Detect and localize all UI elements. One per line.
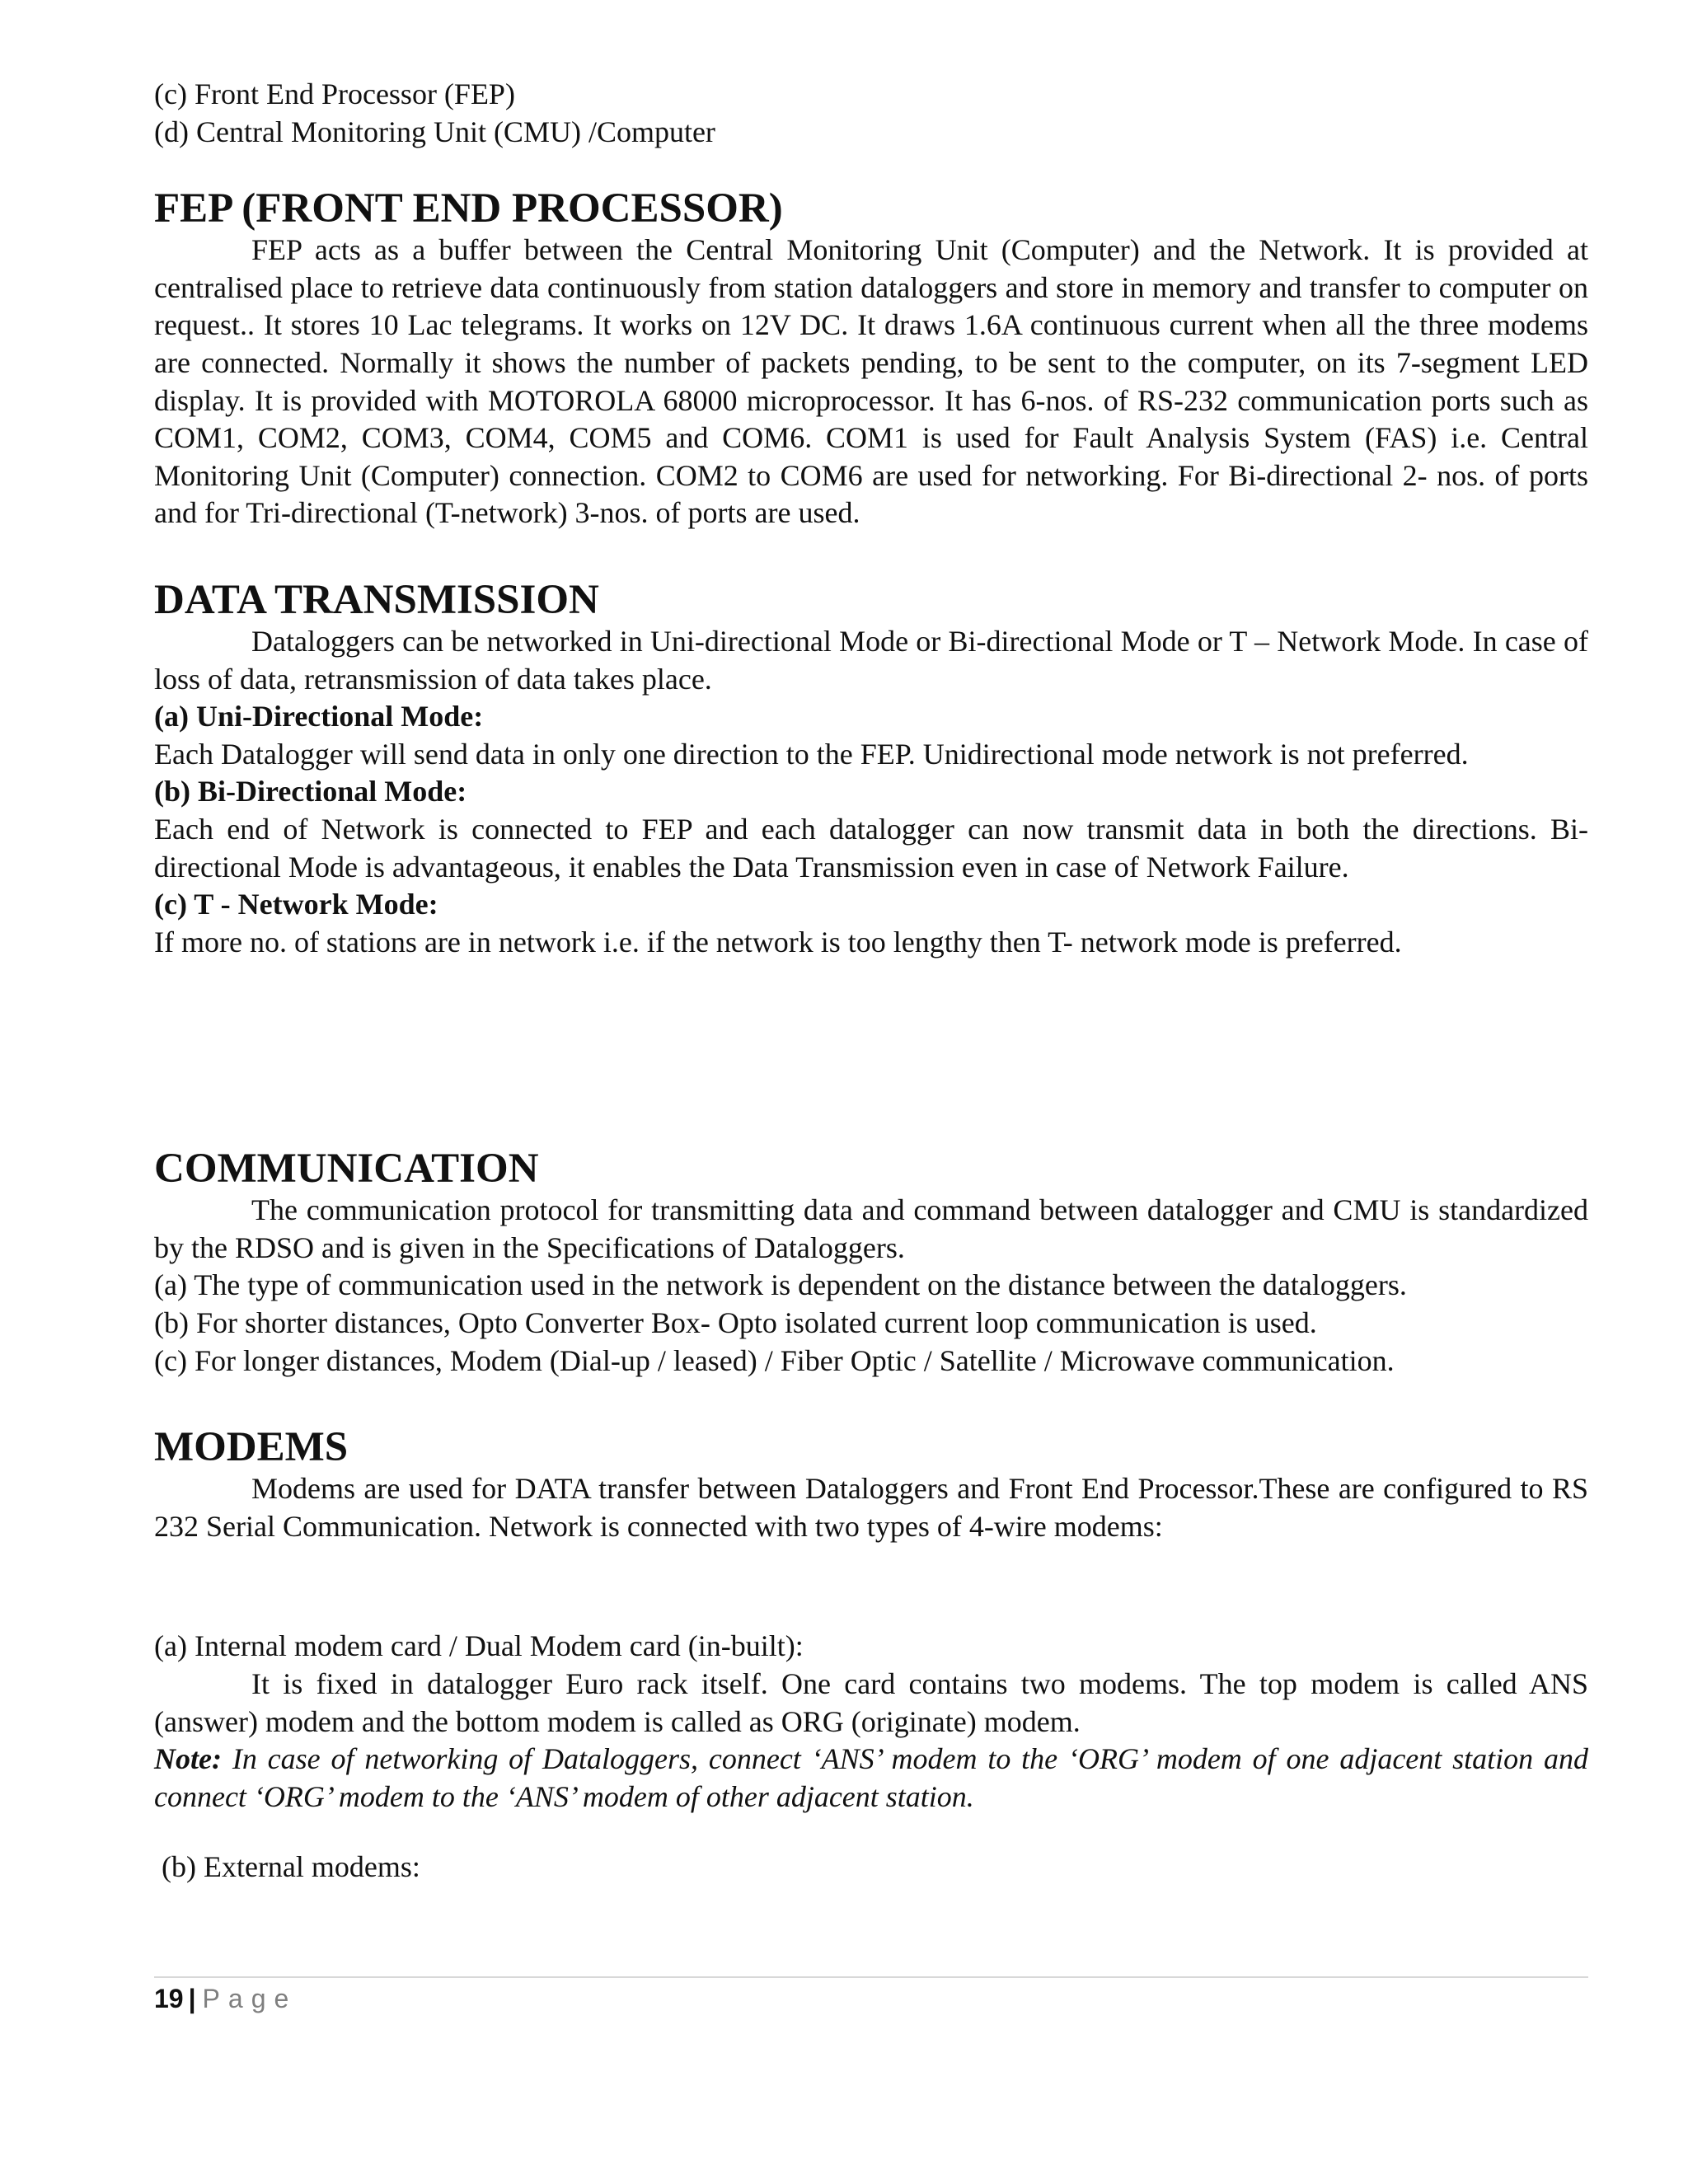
communication-intro: The communication protocol for transmitting data and command between datalogger and CMU is standardized by the RDSO and is given in the Specifications of Dataloggers.: [154, 1193, 1588, 1264]
document-page: [154, 76, 1588, 1886]
external-modem-title: (b) External modems:: [162, 1850, 420, 1884]
uni-directional-text: Each Datalogger will send data in only one direction to the FEP. Unidirectional mode network is not preferred.: [154, 737, 1469, 771]
note-text: In case of networking of Dataloggers, connect ‘ANS’ modem to the ‘ORG’ modem of one adjacent station and connect ‘ORG’ modem to the ‘ANS’ modem of other adjacent station.: [154, 1742, 1589, 1813]
communication-item-b: (b) For shorter distances, Opto Converter Box- Opto isolated current loop communication is used.: [154, 1306, 1317, 1340]
section-heading-communication: COMMUNICATION: [154, 1146, 539, 1193]
modems-intro: Modems are used for DATA transfer between Dataloggers and Front End Processor.These are configured to RS 232 Serial Communication. Network is connected with two types of 4-wire modems:: [154, 1472, 1588, 1543]
note-label: Note:: [154, 1742, 222, 1776]
subheading-uni-directional: (a) Uni-Directional Mode:: [154, 700, 484, 733]
footer-divider: [154, 1976, 1588, 1978]
subheading-t-network: (c) T - Network Mode:: [154, 888, 438, 921]
page-footer: [154, 1982, 297, 2015]
section-heading-data-transmission: DATA TRANSMISSION: [154, 576, 599, 623]
section-heading-modems: MODEMS: [154, 1424, 349, 1471]
t-network-text: If more no. of stations are in network i.e. if the network is too lengthy then T- network mode is preferred.: [154, 925, 1402, 958]
fep-paragraph: FEP acts as a buffer between the Central Monitoring Unit (Computer) and the Network. It is provided at centralised place to retrieve data continuously from station dataloggers and store in memory and transfer to computer on request.. It stores 10 Lac telegrams. It works on 12V DC. It draws 1.6A continuous current when all the three modems are connected. Normally it shows the number of packets pending, to be sent to the computer, on its 7-segment LED display. It is provided with MOTOROLA 68000 microprocessor. It has 6-nos. of RS-232 communication ports such as COM1, COM2, COM3, COM4, COM5 and COM6. COM1 is used for Fault Analysis System (FAS) i.e. Central Monitoring Unit (Computer) connection. COM2 to COM6 are used for networking. For Bi-directional 2- nos. of ports and for Tri-directional (T-network) 3-nos. of ports are used.: [154, 233, 1588, 530]
communication-item-c: (c) For longer distances, Modem (Dial-up / leased) / Fiber Optic / Satellite / Microwave communication.: [154, 1343, 1395, 1377]
subheading-bi-directional: (b) Bi-Directional Mode:: [154, 775, 467, 808]
footer-separator: |: [188, 1984, 196, 2013]
page-number: 19: [154, 1984, 184, 2013]
section-heading-fep: FEP (FRONT END PROCESSOR): [154, 185, 783, 232]
data-transmission-intro: Dataloggers can be networked in Uni-directional Mode or Bi-directional Mode or T – Network Mode. In case of loss of data, retransmission of data takes place.: [154, 624, 1588, 696]
internal-modem-title: (a) Internal modem card / Dual Modem card (in-built):: [154, 1629, 804, 1663]
list-item-fep: (c) Front End Processor (FEP): [154, 77, 515, 110]
note-paragraph: [154, 1741, 1588, 1816]
list-item-cmu: (d) Central Monitoring Unit (CMU) /Computer: [154, 115, 715, 148]
page-label: Page: [202, 1984, 298, 2013]
bi-directional-text: Each end of Network is connected to FEP and each datalogger can now transmit data in both the directions. Bi-directional Mode is advantageous, it enables the Data Transmission even in case of Network Failure.: [154, 812, 1588, 883]
communication-item-a: (a) The type of communication used in the network is dependent on the distance between the dataloggers.: [154, 1268, 1407, 1302]
internal-modem-text: It is fixed in datalogger Euro rack itself. One card contains two modems. The top modem is called ANS (answer) modem and the bottom modem is called as ORG (originate) modem.: [154, 1667, 1588, 1738]
